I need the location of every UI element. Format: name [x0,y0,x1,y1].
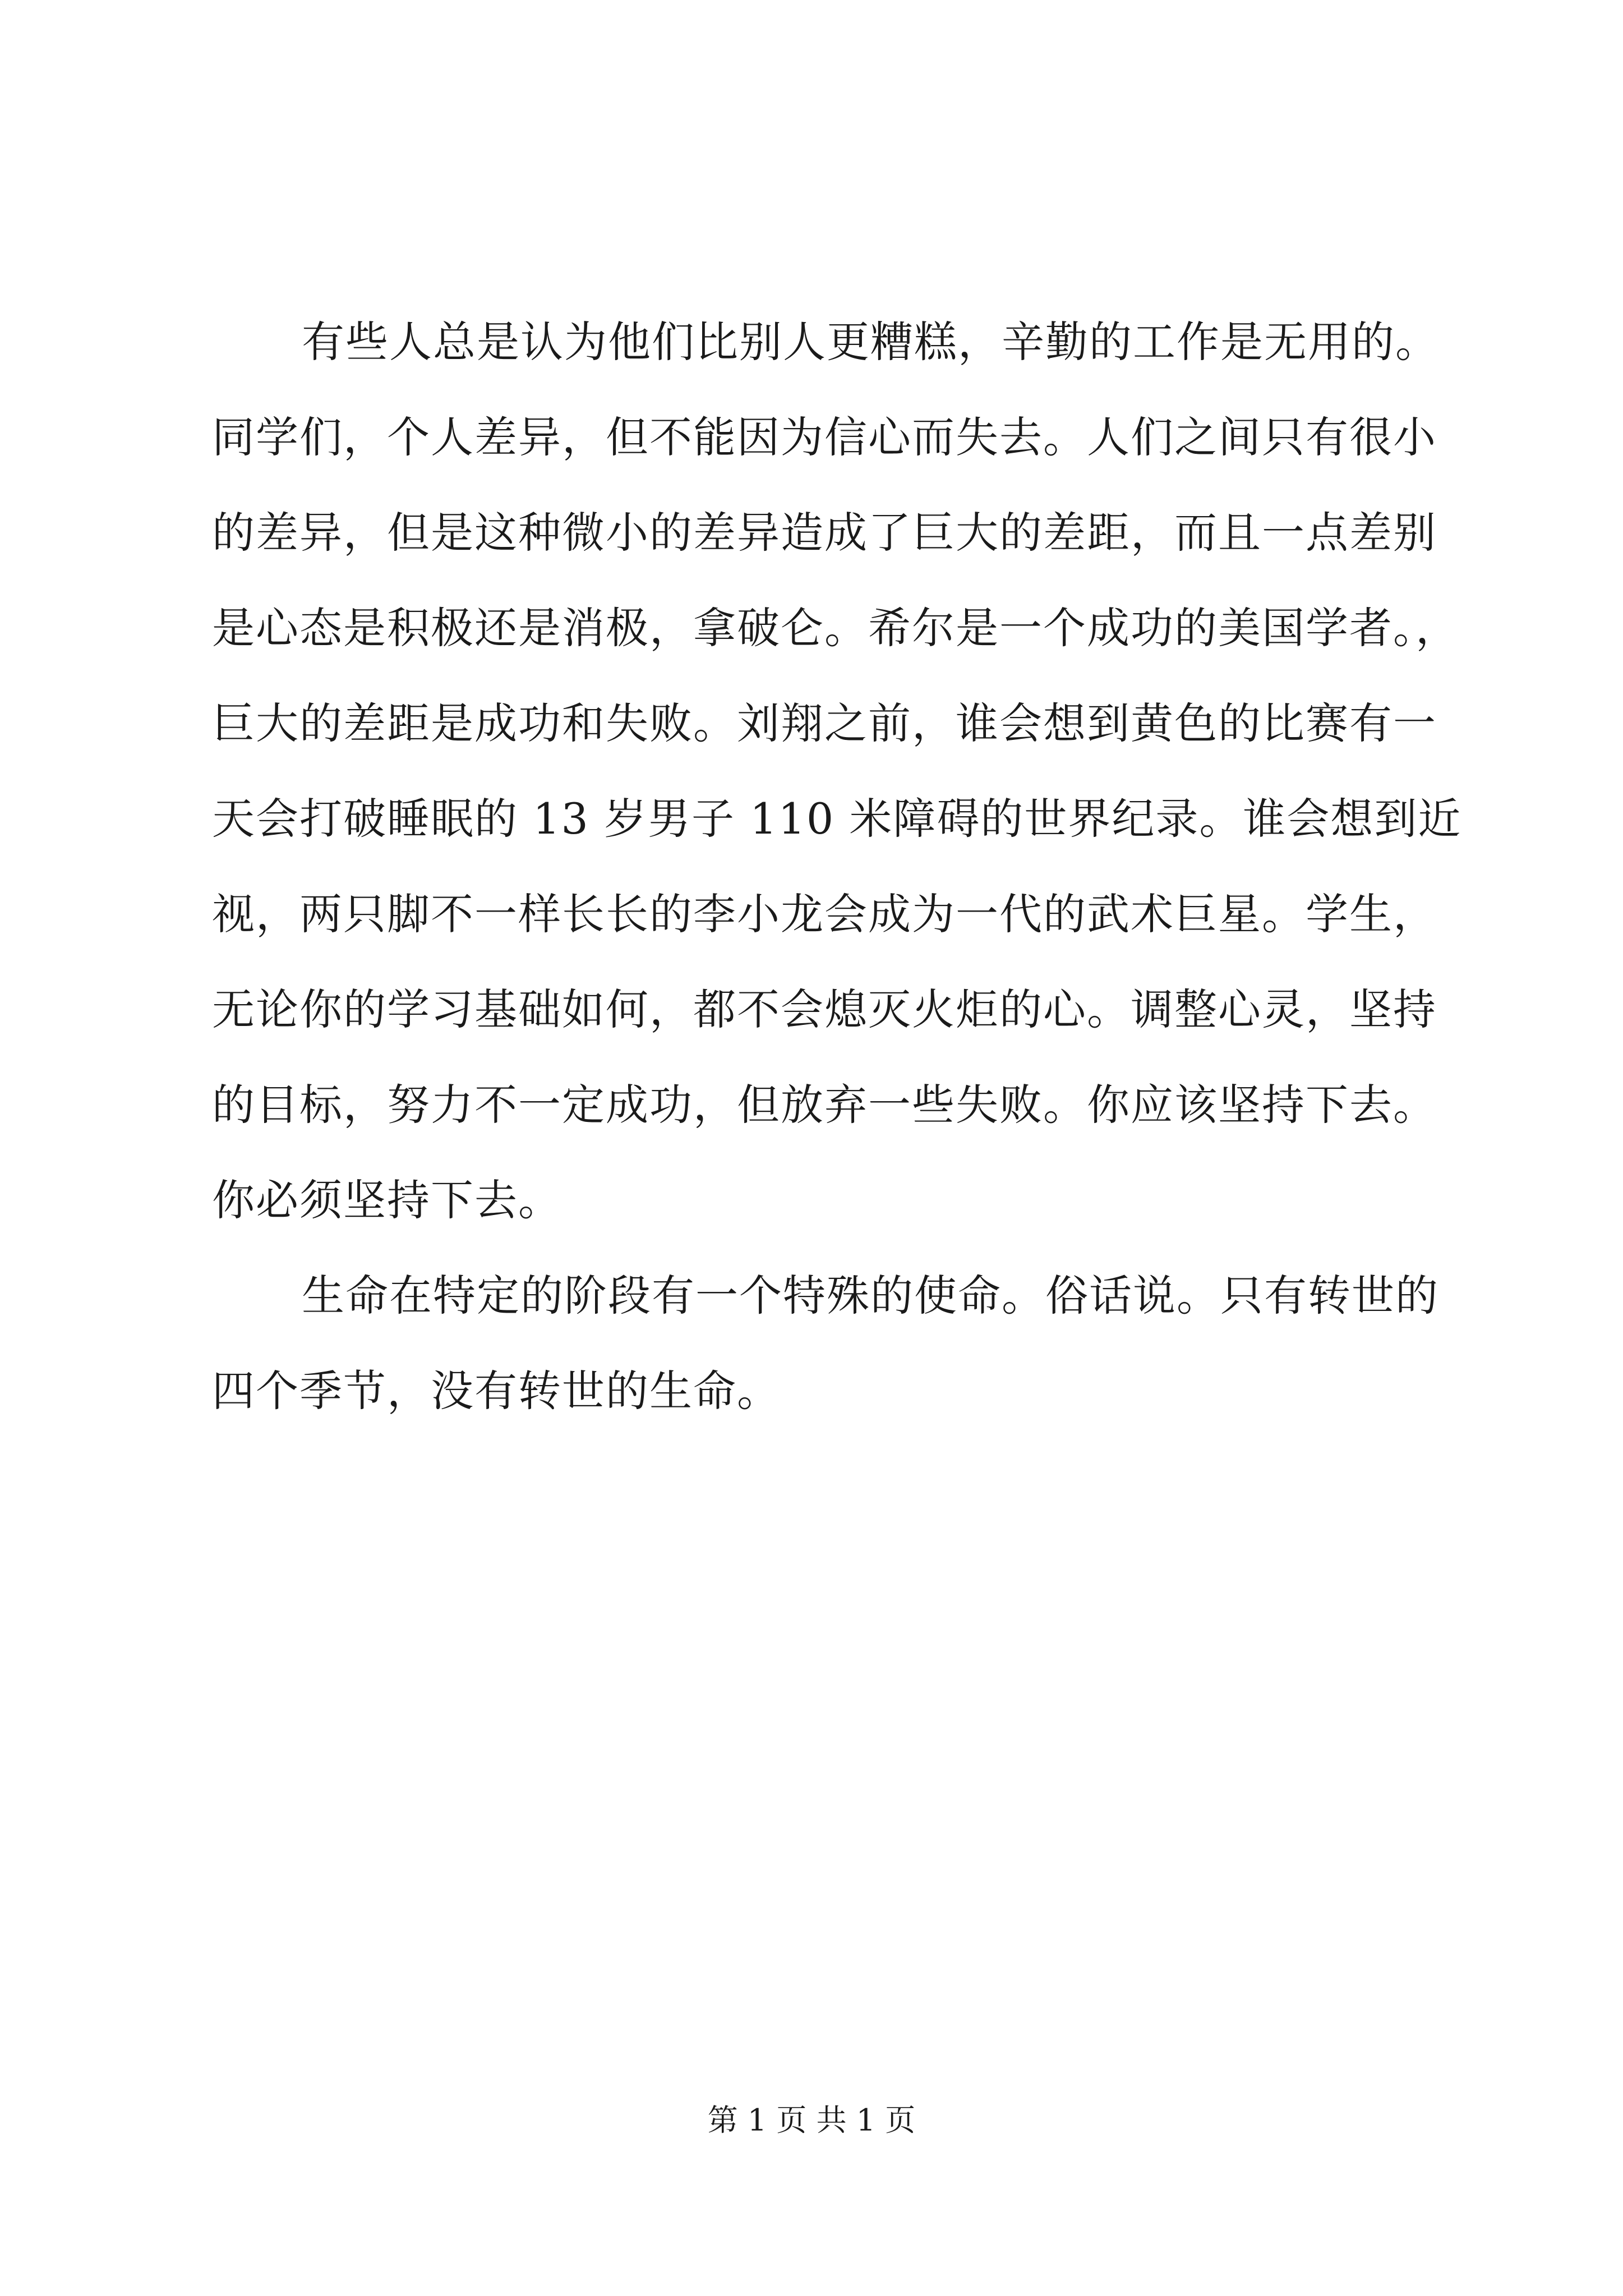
paragraph-1-line-2: 同学们，个人差异，但不能因为信心而失去。人们之间只有很小 [212,412,1437,462]
paragraph-2-line-2: 四个季节，没有转世的生命。 [212,1366,781,1416]
paragraph-1-line-8: 无论你的学习基础如何，都不会熄灭火炬的心。调整心灵，坚持 [212,984,1437,1034]
page-number-footer: 第 1 页 共 1 页 [707,2102,916,2138]
paragraph-1-line-3: 的差异，但是这种微小的差异造成了巨大的差距，而且一点差别 [212,508,1437,558]
paragraph-1-line-7: 视，两只脚不一样长长的李小龙会成为一代的武术巨星。学生， [212,889,1437,939]
document-body [212,295,1462,1439]
paragraph-1-line-1: 有些人总是认为他们比别人更糟糕，辛勤的工作是无用的。 [302,317,1439,367]
paragraph-1-line-6: 天会打破睡眠的 13 岁男子 110 米障碍的世界纪录。谁会想到近 [212,794,1462,844]
paragraph-1-line-9: 的目标，努力不一定成功，但放弃一些失败。你应该坚持下去。 [212,1080,1437,1130]
paragraph-1-line-10: 你必须坚持下去。 [212,1175,562,1225]
paragraph-2-line-1: 生命在特定的阶段有一个特殊的使命。俗话说。只有转世的 [302,1271,1439,1320]
paragraph-1-line-5: 巨大的差距是成功和失败。刘翔之前，谁会想到黄色的比赛有一 [212,698,1437,748]
paragraph-1-line-4: 是心态是积极还是消极，拿破仑。希尔是一个成功的美国学者。， [212,603,1459,653]
